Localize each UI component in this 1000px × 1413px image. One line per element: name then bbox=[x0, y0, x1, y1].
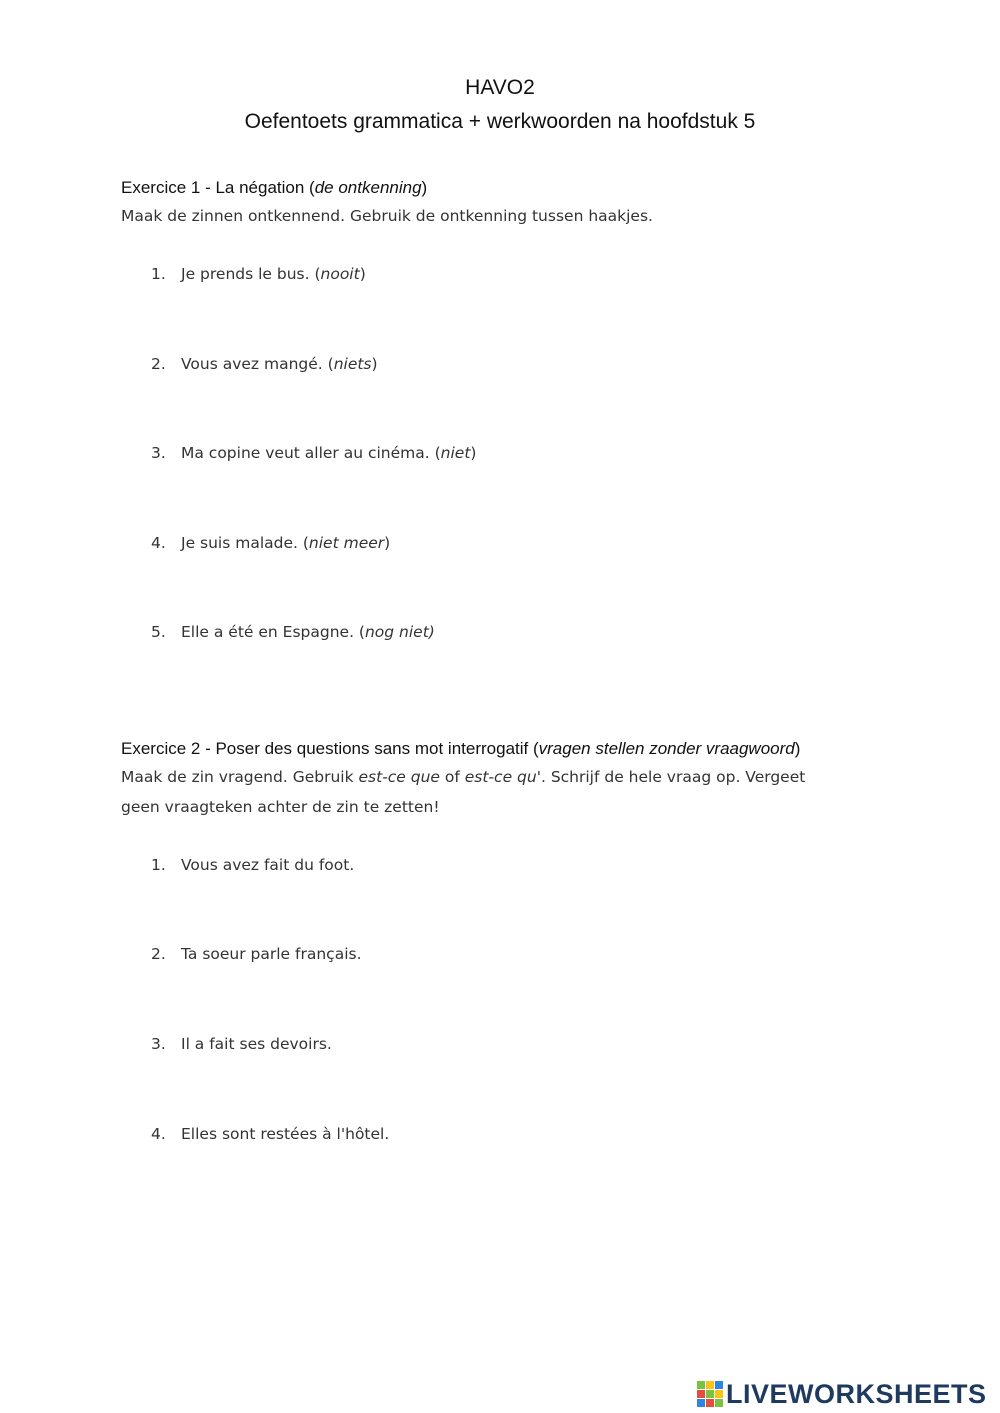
exercise-2-item: 1. Vous avez fait du foot. bbox=[151, 856, 355, 874]
exercise-1-item: 2. Vous avez mangé. (niets) bbox=[151, 355, 378, 373]
exercise-1-heading: Exercice 1 - La négation (de ontkenning) bbox=[121, 178, 428, 197]
exercise-2-item: 4. Elles sont restées à l'hôtel. bbox=[151, 1125, 390, 1143]
exercise-1-item: 5. Elle a été en Espagne. (nog niet) bbox=[151, 623, 435, 641]
exercise-2-heading: Exercice 2 - Poser des questions sans mot interrogatif (vragen stellen zonder vraagwoord) bbox=[121, 739, 801, 758]
document-level: HAVO2 bbox=[465, 76, 535, 99]
exercise-1-item: 1. Je prends le bus. (nooit) bbox=[151, 265, 366, 283]
exercise-2-item: 3. Il a fait ses devoirs. bbox=[151, 1035, 332, 1053]
exercise-2-instruction: Maak de zin vragend. Gebruik est-ce que of est-ce qu'. Schrijf de hele vraag op. Vergeet geen vraagteken achter de zin te zetten! bbox=[121, 768, 806, 816]
exercise-2-item: 2. Ta soeur parle français. bbox=[151, 945, 362, 963]
liveworksheets-logo bbox=[697, 1379, 987, 1409]
exercise-1-instruction: Maak de zinnen ontkennend. Gebruik de ontkenning tussen haakjes. bbox=[121, 207, 653, 225]
liveworksheets-logo-icon bbox=[697, 1381, 723, 1407]
document-title: Oefentoets grammatica + werkwoorden na hoofdstuk 5 bbox=[244, 110, 756, 133]
exercise-1-item: 4. Je suis malade. (niet meer) bbox=[151, 534, 391, 552]
exercise-1-item: 3. Ma copine veut aller au cinéma. (niet) bbox=[151, 444, 477, 462]
liveworksheets-brand: LIVEWORKSHEETS bbox=[726, 1378, 987, 1409]
